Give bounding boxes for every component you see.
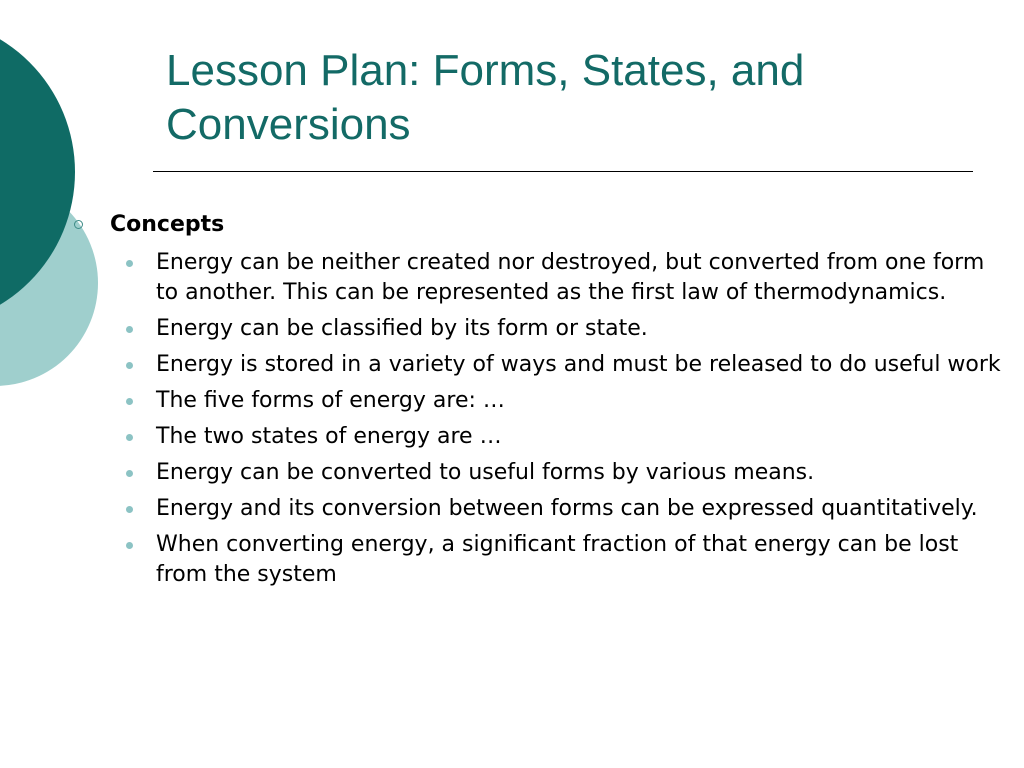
list-item xyxy=(72,494,1012,524)
list-item-text: Energy can be neither created nor destroyed, but converted from one form to another. This can be represented as the first law of thermodynamics. xyxy=(156,250,985,305)
dot-bullet-icon xyxy=(126,326,133,333)
list-item-text: Energy can be converted to useful forms by various means. xyxy=(156,460,815,485)
dot-bullet-icon xyxy=(126,470,133,477)
list-item-text: When converting energy, a significant fraction of that energy can be lost from the system xyxy=(156,532,959,587)
section-concepts xyxy=(72,208,1012,242)
list-item-text: Energy can be classified by its form or state. xyxy=(156,316,648,341)
list-item-text: The two states of energy are … xyxy=(156,424,502,449)
slide-title: Lesson Plan: Forms, States, and Conversions xyxy=(166,46,805,149)
dot-bullet-icon xyxy=(126,362,133,369)
list-item xyxy=(72,386,1012,416)
list-item xyxy=(72,530,1012,590)
list-item-text: The five forms of energy are: … xyxy=(156,388,505,413)
concepts-list xyxy=(72,248,1012,590)
list-item xyxy=(72,458,1012,488)
slide-content xyxy=(72,208,1012,590)
section-heading: Concepts xyxy=(110,212,225,237)
list-item xyxy=(72,422,1012,452)
dot-bullet-icon xyxy=(126,398,133,405)
title-divider xyxy=(153,171,973,172)
dot-bullet-icon xyxy=(126,434,133,441)
hollow-circle-bullet-icon xyxy=(74,220,83,229)
list-item xyxy=(72,350,1012,380)
dot-bullet-icon xyxy=(126,542,133,549)
dot-bullet-icon xyxy=(126,260,133,267)
dot-bullet-icon xyxy=(126,506,133,513)
list-item xyxy=(72,248,1012,308)
list-item xyxy=(72,314,1012,344)
list-item-text: Energy and its conversion between forms can be expressed quantitatively. xyxy=(156,496,978,521)
list-item-text: Energy is stored in a variety of ways and must be released to do useful work xyxy=(156,352,1001,377)
